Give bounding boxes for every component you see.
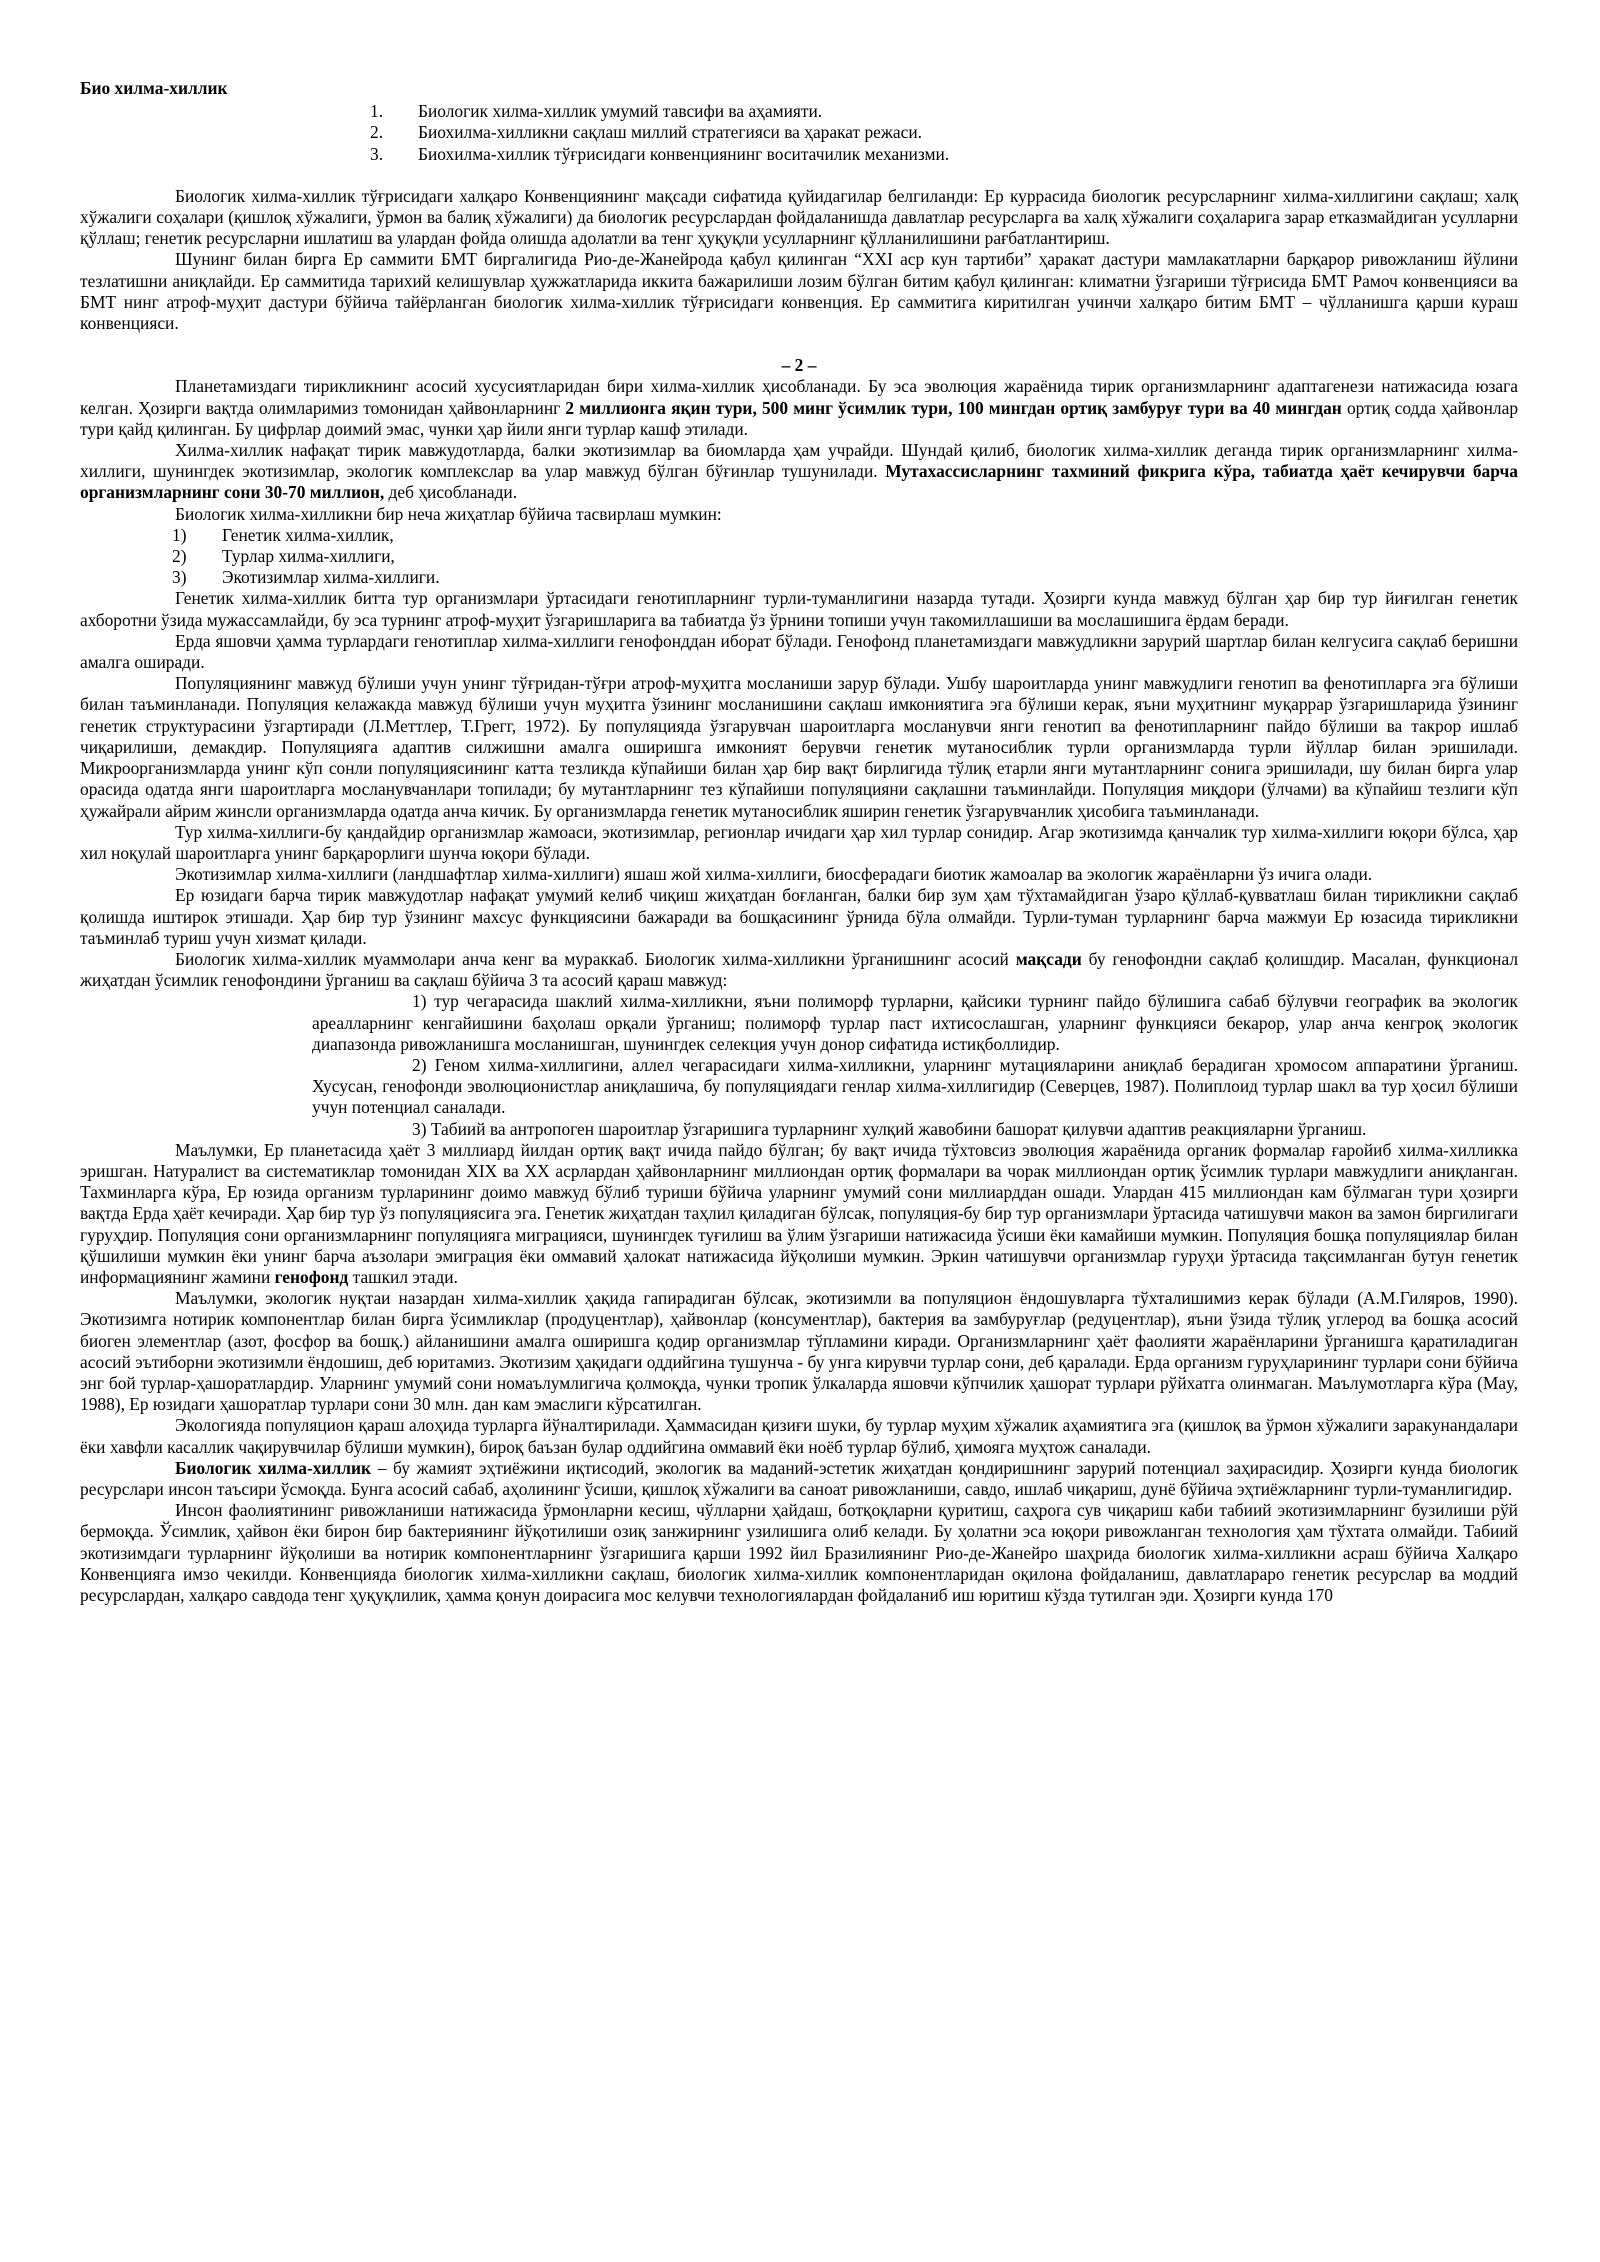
aspect-text: Турлар хилма-хиллиги, <box>222 546 395 567</box>
approach-item: 3) Табиий ва антропоген шароитлар ўзгаришига турларнинг хулқий жавобини башорат қилувчи адаптив реакцияларни ўрганиш. <box>412 1118 1367 1139</box>
body-paragraph <box>80 1140 1518 1288</box>
topic-item <box>370 122 1518 143</box>
body-paragraph: Ерда яшовчи ҳамма турлардаги генотиплар хилма-хиллиги генофонддан иборат бўлади. Генофонд планетамиздаги мавжудликни зарурий шартлар билан келгусига сақлаб беришни амалга оширади. <box>80 630 1518 673</box>
bold-text: Биологик хилма-хиллик <box>175 1457 372 1478</box>
body-paragraph: Генетик хилма-хиллик битта тур организмлари ўртасидаги генотипларнинг турли-туманлигини назарда тутади. Ҳозирги кунда мавжуд бўлган ҳар бир тур йиғилган генетик ахборотни ўзида мужассамлайди, бу эса турнинг атроф-муҳит ўзгаришларига ва табиатда ўз ўрнини топиши учун такомиллашиши ва мослашишига ёрдам беради. <box>80 588 1518 630</box>
body-paragraph: Тур хилма-хиллиги-бу қандайдир организмлар жамоаси, экотизимлар, регионлар ичидаги ҳар хил турлар сонидир. Агар экотизимда қанчалик тур хилма-хиллиги юқори бўлса, ҳар хил ноқулай шароитларга унинг барқарорлиги шунча юқори бўлади. <box>80 821 1518 863</box>
body-paragraph: Экологияда популяцион қараш алоҳида турларга йўналтирилади. Ҳаммасидан қизиғи шуки, бу турлар муҳим хўжалик аҳамиятига эга (қишлоқ ва ўрмон хўжалиги заракунандалари ёки хавфли касаллик чақирувчилар бўлиши мумкин), бироқ баъзан булар оддийгина оммавий ёки ноёб турлар бўлиб, ҳимояга муҳтож саналади. <box>80 1415 1518 1457</box>
body-paragraph: Экотизимлар хилма-хиллиги (ландшафтлар хилма-хиллиги) яшаш жой хилма-хиллиги, биосферадаги биотик жамоалар ва экологик жараёнларни ўз ичига олади. <box>175 864 1373 885</box>
bold-text: генофонд <box>274 1266 349 1287</box>
intro-paragraph: Шунинг билан бирга Ер саммити БМТ биргалигида Рио-де-Жанейрода қабул қилинган “XXI аср кун тартиби” ҳаракат дастури мамлакатларни барқарор ривожланиш йўлини тезлатишни аниқлайди. Ер саммитида тарихий келишувлар ҳужжатларида иккита бажарилиши лозим бўлган битим қабул қилинган: климатни ўзгариши тўғрисида БМТ Рамоч конвенцияси ва БМТ нинг атроф-муҳит дастури бўйича тайёрланган биологик хилма-хиллик тўғрисидаги конвенция. Ер саммитига киритилган учинчи халқаро битим БМТ – чўлланишга қарши кураш конвенцияси. <box>80 249 1518 334</box>
topic-item <box>370 101 1518 122</box>
body-paragraph <box>80 440 1518 504</box>
document-title: Био хилма-хиллик <box>80 78 228 98</box>
text-run: ортиқ содда ҳайвонлар тури қайд қилинган. Бу цифрлар доимий эмас, чунки ҳар йили янги турлар кашф этилади. <box>80 397 1519 439</box>
text-run: – бу жамият эҳтиёжини иқтисодий, экологик ва маданий-эстетик жиҳатдан қондиришнинг зарурий потенциал заҳирасидир. Ҳозирги кунда биологик ресурслари инсон таъсири ўсмоқда. Бунга асосий сабаб, аҳолининг ўсиши, қишлоқ хўжалиги ва саноат ривожланиши, савдо, ишлаб чиқариш, дунё бўйича эҳтиёжларнинг турли-туманлигидир. <box>80 1457 1518 1499</box>
bold-text: Мутахассисларнинг тахминий фикрига кўра, табиатда ҳаёт кечирувчи барча организмларнинг сони 30-70 миллион, <box>80 461 1518 503</box>
topic-number: 3. <box>370 143 384 164</box>
intro-paragraph: Биологик хилма-хиллик тўғрисидаги халқаро Конвенциянинг мақсади сифатида қуйидагилар белгиланди: Ер куррасида биологик ресурсларнинг хилма-хиллигини сақлаш; халқ хўжалиги соҳалари (қишлоқ хўжалиги, ўрмон ва балиқ хўжалиги) да биологик ресурслардан фойдаланишда давлатлар ресурсларга ва халқ хўжалиги соҳаларига зарар етказмайдиган усулларни қўллаш; генетик ресурсларни ишлатиш ва улардан фойда олишда адолатли ва тенг ҳуқуқли усулларнинг қўлланилишини рағбатлантириш. <box>80 185 1518 249</box>
body-paragraph: Популяциянинг мавжуд бўлиши учун унинг тўғридан-тўғри атроф-муҳитга мосланиши зарур бўлади. Ушбу шароитларда унинг мавжудлиги генотип ва фенотипларга эга бўлиши билан таъминланади. Популяция келажакда мавжуд бўлиши учун муҳитга ўзининг мосланишини сақлаш имкониятига эга бўлиши керак, яъни муҳитнинг муқаррар ўзгаришларида ўзининг генетик структурасини ўзгартиради (Л.Меттлер, Т.Грегг, 1972). Бу популяцияда ўзгарувчан шароитларга мосланувчи янги генотип ва фенотипларнинг пайдо бўлиши ва такрор ишлаб чиқарилиши, демакдир. Популяцияга адаптив силжишни амалга оширишга имконият берувчи генетик мутаносиблик турли организмларда турли йўллар билан эришилади. Микроорганизмларда унинг кўп сонли популяциясининг катта тезликда кўпайиши билан ҳар бир вақт бирлигида тўлиқ етарли янги мутантларнинг сонига эришилади, шу билан бирга улар орасида одатда янги шароитларга мосланувчанлари топилади; бу мутантларнинг тез кўпайиши популяцияни сақлашни таъминлайди. Популяция миқдори (ўлчами) ва кўпайиш тезлиги кўп ҳужайрали айрим жинсли организмларда одатда анча кичик. Бу организмларда генетик мутаносиблик яширин генетик ўзгарувчанлик ҳисобига таъминланади. <box>80 673 1518 821</box>
body-paragraph <box>80 376 1518 440</box>
body-paragraph: Ер юзидаги барча тирик мавжудотлар нафақат умумий келиб чиқиш жиҳатдан боғланган, балки бир зум ҳам тўхтамайдиган ўзаро қўллаб-қувватлаш билан тирикликни сақлаб қолишда иштирок этишади. Ҳар бир тур ўзининг махсус функциясини бажаради ва бошқасининг ўрнида бўла олмайди. Турли-туман турларнинг барча мажмуи Ер юзасида тирикликни таъминлаб туриш учун хизмат қилади. <box>80 885 1518 948</box>
aspect-list <box>80 525 1518 589</box>
body-paragraph: Биологик хилма-хилликни бир неча жиҳатлар бўйича тасвирлаш мумкин: <box>175 503 722 524</box>
text-run: Маълумки, Ер планетасида ҳаёт 3 миллиард йилдан ортиқ вақт ичида пайдо бўлган; бу вақт ичида тўхтовсиз эволюция жараёнида органик формалар ғаройиб хилма-хилликка эришган. Натуралист ва систематиклар томонидан XIX ва XX асрлардан ҳайвонларнинг миллиондан ортиқ формалари ва чорак миллиондан ортиқ ўсимлик турлари мавжудлиги аниқланган. Тахминларга кўра, Ер юзида организм турларининг доимо мавжуд бўлиб туриши бўйича уларнинг умумий сони миллиарддан ошади. Улардан 415 миллиондан кам бўлмаган тури ҳозирги вақтда Ерда ҳаёт кечиради. Ҳар бир тур ўз популяциясига эга. Генетик жиҳатдан таҳлил қиладиган бўлсак, популяция-бу бир тур организмлари ўртасида чатишувчи макон ва замон биргилигаги гуруҳдир. Популяция сони организмларнинг популяцияга миграцияси, шунингдек туғилиш ва ўлим ўзгариши натижасида ўсиши ёки камайиши мумкин. Популяция бошқа популяциялар билан қўшилиши мумкин ёки унинг барча аъзолари эмиграция ёки оммавий ҳалокат натижасида йўқолиши мумкин. Эркин чатишувчи организмлар гуруҳи ўртасида тақсимланган бутун генетик информациянинг жамини <box>80 1139 1518 1287</box>
aspect-text: Экотизимлар хилма-хиллиги. <box>222 567 440 588</box>
aspect-item <box>172 567 1518 588</box>
topic-text: Биохилма-хиллик тўғрисидаги конвенциянинг воситачилик механизми. <box>418 143 950 164</box>
text-run: ташкил этади. <box>348 1266 458 1287</box>
bold-text: мақсади <box>1015 948 1082 969</box>
body-paragraph <box>80 949 1518 991</box>
approach-item: 1) тур чегарасида шаклий хилма-хилликни, яъни полиморф турларни, қайсики турнинг пайдо бўлишига сабаб бўлувчи географик ва экологик ареалларнинг кенгайишини баҳолаш орқали ўрганиш; полиморф турлар паст ихтисослашган, уларнинг функцияси бекарор, улар анча кенгроқ экологик диапазонда ривожланишга мосланишган, шунингдек селекция учун донор сифатида истиқболлидир. <box>312 991 1518 1054</box>
topic-item <box>370 144 1518 165</box>
text-run: бу генофондни сақлаб қолишдир. Масалан, функционал жиҳатдан ўсимлик генофондини ўрганиш ва сақлаш бўйича 3 та асосий қараш мавжуд: <box>80 948 1518 991</box>
section-marker: – 2 – <box>781 355 817 376</box>
approach-item: 2) Геном хилма-хиллигини, аллел чегарасидаги хилма-хилликни, уларнинг мутацияларини аниқлаб берадиган хромосом аппаратини ўрганиш. Хусусан, генофонди эволюционистлар аниқлашича, бу популяциядаги генлар хилма-хиллигидир (Северцев, 1987). Полиплоид турлар шакл ва тур ҳосил бўлиши учун потенциал саналади. <box>312 1054 1518 1118</box>
aspect-number: 2) <box>172 546 187 567</box>
topic-list <box>80 101 1518 165</box>
topic-number: 1. <box>370 101 384 122</box>
text-run: Хилма-хиллик нафақат тирик мавжудотларда, балки экотизимлар ва биомларда ҳам учрайди. Шундай қилиб, биологик хилма-хиллик деганда тирик организмларнинг хилма-хиллиги, шунингдек экотизимлар, экологик комплекслар ва улар мавжуд бўлган бўғинлар тушунилади. <box>80 440 1518 482</box>
bold-text: 2 миллионга яқин тури, 500 минг ўсимлик тури, 100 мингдан ортиқ замбуруғ тури ва 40 мингдан <box>565 397 1342 418</box>
text-run: Биологик хилма-хиллик муаммолари анча кенг ва мураккаб. Биологик хилма-хилликни ўрганишнинг асосий <box>175 948 1016 969</box>
aspect-number: 1) <box>172 524 187 545</box>
topic-text: Биохилма-хилликни сақлаш миллий стратегияси ва ҳаракат режаси. <box>418 122 922 143</box>
topic-number: 2. <box>370 122 384 143</box>
topic-text: Биологик хилма-хиллик умумий тавсифи ва аҳамияти. <box>418 101 823 122</box>
aspect-item <box>172 525 1518 546</box>
aspect-item <box>172 546 1518 567</box>
text-run: Планетамиздаги тирикликнинг асосий хусусиятларидан бири хилма-хиллик ҳисобланади. Бу эса эволюция жараёнида тирик организмларнинг адаптагенези натижасида юзага келган. Ҳозирги вақтда олимларимиз томонидан ҳайвонларнинг <box>80 376 1518 418</box>
aspect-number: 3) <box>172 567 187 588</box>
body-paragraph: Инсон фаолиятининг ривожланиши натижасида ўрмонларни кесиш, чўлларни ҳайдаш, ботқоқларни қуритиш, саҳрога сув чиқариш каби табиий экотизимларнинг бузилиши рўй бермоқда. Ўсимлик, ҳайвон ёки бирон бир бактериянинг йўқотилиши озиқ занжирнинг узилишига олиб келади. Бу ҳолатни эса юқори ривожланган технология ҳам тўхтата олмайди. Табиий экотизимдаги турларнинг йўқолиши ва нотирик компонентларнинг ўзгаришига қарши 1992 йил Бразилиянинг Рио-де-Жанейро шаҳрида биологик хилма-хилликни асраш бўйича Халқаро Конвенцияга имзо чекилди. Конвенцияда биологик хилма-хилликни сақлаш, биологик хилма-хиллик компонентларидан оқилона фойдаланиш, давлатлараро генетик ресурслар ва моддий ресурслардан, халқаро савдода тенг ҳуқуқлилик, ҳамма қонун доирасига мос келувчи технологиялардан фойдаланиб иш юритиш кўзда тутилган эди. Ҳозирги кунда 170 <box>80 1500 1518 1606</box>
body-paragraph <box>80 1458 1518 1500</box>
body-paragraph: Маълумки, экологик нуқтаи назардан хилма-хиллик ҳақида гапирадиган бўлсак, экотизимли ва популяцион ёндошувларга тўхталишимиз керак бўлади (А.М.Гиляров, 1990). Экотизимга нотирик компонентлар билан бирга ўсимликлар (продуцентлар), ҳайвонлар (консументлар), бактерия ва замбуруғлар (редуцентлар), яъни ўзида тўлиқ углерод ва бошқа асосий биоген элементлар (азот, фосфор ва бошқ.) айланишини амалга оширишга қодир организмлар тўпламини киради. Организмларнинг ҳаёт фаолияти жараёнларини ўрганишга қаратиладиган асосий эътиборни экотизимли ёндошиш, деб юритамиз. Экотизим ҳақидаги оддийгина тушунча - бу унга кирувчи турлар сони, деб қаралади. Ерда организм гуруҳларининг турлари сони бўйича энг бой турлар-ҳашоратлардир. Уларнинг умумий сони номаълумлигича қолмоқда, чунки тропик ўлкаларда яшовчи кўпчилик ҳашорат турлари рўйхатга олинмаган. Маълумотларга кўра (May, 1988), Ер юзидаги ҳашоратлар турлари сони 30 млн. дан кам эмаслиги кўрсатилган. <box>80 1288 1518 1415</box>
aspect-text: Генетик хилма-хиллик, <box>222 524 394 545</box>
text-run: деб ҳисобланади. <box>384 482 518 503</box>
